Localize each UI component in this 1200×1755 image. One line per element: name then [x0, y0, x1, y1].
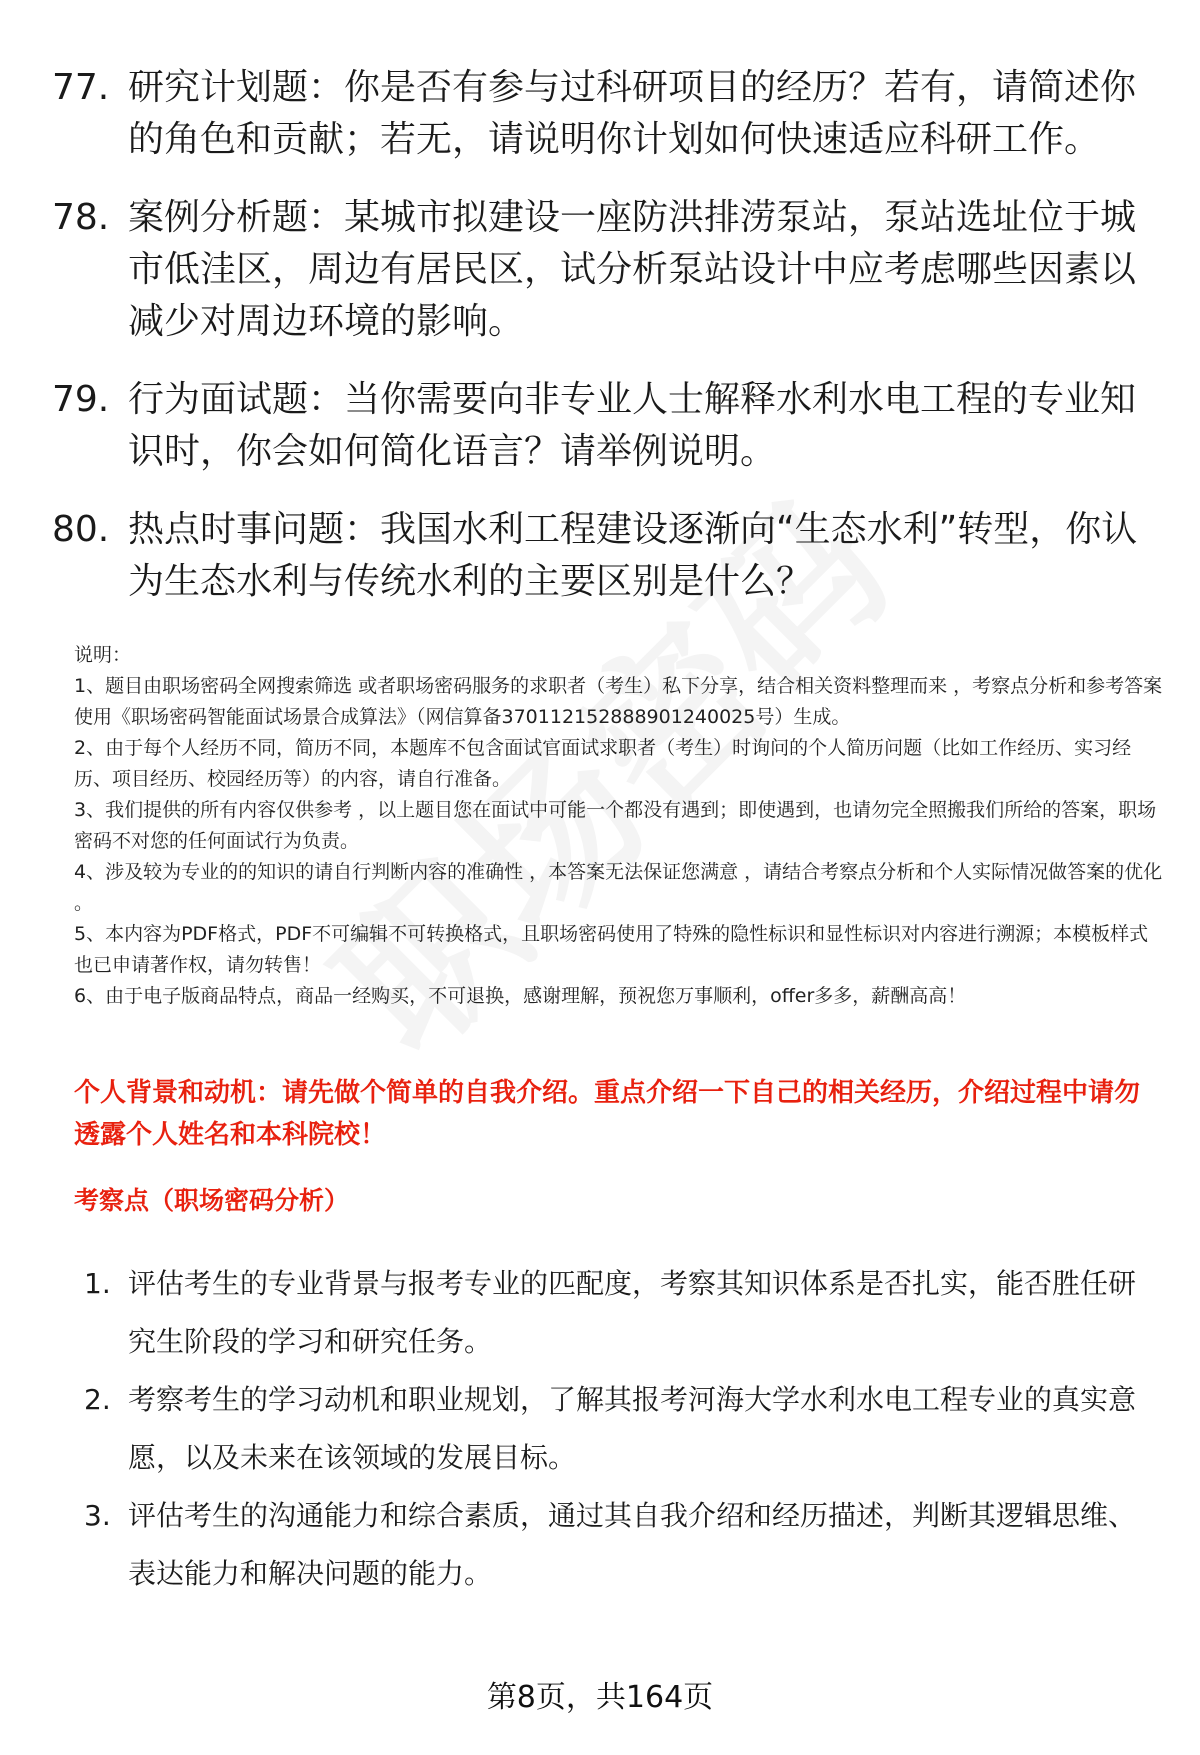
point-text: 评估考生的专业背景与报考专业的匹配度，考察其知识体系是否扎实，能否胜任研究生阶段的学习和研究任务。 [128, 1267, 1137, 1358]
point-text: 评估考生的沟通能力和综合素质，通过其自我介绍和经历描述，判断其逻辑思维、表达能力和解决问题的能力。 [128, 1499, 1137, 1590]
section-heading: 个人背景和动机：请先做个简单的自我介绍。重点介绍一下自己的相关经历，介绍过程中请勿透露个人姓名和本科院校！ [74, 1078, 1141, 1150]
question-number: 80. [52, 509, 110, 550]
question-number: 78. [52, 197, 110, 238]
notes-block [74, 640, 1164, 1012]
page-footer: 第8页，共164页 [486, 1680, 714, 1715]
notes-title: 说明： [74, 644, 132, 666]
question-item [52, 504, 1152, 608]
point-number: 3. [84, 1499, 111, 1532]
question-text: 案例分析题：某城市拟建设一座防洪排涝泵站，泵站选址位于城市低洼区，周边有居民区，试分析泵站设计中应考虑哪些因素以减少对周边环境的影响。 [128, 197, 1137, 342]
analysis-points [84, 1255, 1144, 1603]
note-item: 1、题目由职场密码全网搜索筛选 或者职场密码服务的求职者（考生）私下分享，结合相关资料整理而来 ，考察点分析和参考答案使用《职场密码智能面试场景合成算法》（网信算备370112152888901240025号）生成。 [74, 675, 1163, 728]
question-item [52, 62, 1152, 166]
question-number: 79. [52, 379, 110, 420]
point-number: 1. [84, 1267, 111, 1300]
analysis-point [84, 1255, 1144, 1371]
question-text: 研究计划题：你是否有参与过科研项目的经历？若有，请简述你的角色和贡献；若无，请说明你计划如何快速适应科研工作。 [128, 67, 1137, 160]
note-item: 3、我们提供的所有内容仅供参考 ，以上题目您在面试中可能一个都没有遇到；即使遇到，也请勿完全照搬我们所给的答案，职场密码不对您的任何面试行为负责。 [74, 799, 1157, 852]
analysis-point [84, 1371, 1144, 1487]
question-text: 热点时事问题：我国水利工程建设逐渐向“生态水利”转型，你认为生态水利与传统水利的主要区别是什么？ [128, 509, 1138, 602]
note-item: 5、本内容为PDF格式，PDF不可编辑不可转换格式，且职场密码使用了特殊的隐性标识和显性标识对内容进行溯源；本模板样式也已申请著作权，请勿转售！ [74, 923, 1149, 976]
analysis-subheading: 考察点（职场密码分析） [74, 1186, 350, 1215]
analysis-point [84, 1487, 1144, 1603]
question-list [52, 62, 1152, 634]
note-item: 2、由于每个人经历不同，简历不同，本题库不包含面试官面试求职者（考生）时询问的个人简历问题（比如工作经历、实习经历、项目经历、校园经历等）的内容，请自行准备。 [74, 737, 1132, 790]
note-item: 4、涉及较为专业的的知识的请自行判断内容的准确性 ，本答案无法保证您满意 ，请结合考察点分析和个人实际情况做答案的优化 。 [74, 861, 1163, 914]
question-number: 77. [52, 67, 110, 108]
question-item [52, 192, 1152, 348]
question-item [52, 374, 1152, 478]
point-number: 2. [84, 1383, 111, 1416]
note-item: 6、由于电子版商品特点，商品一经购买，不可退换，感谢理解，预祝您万事顺利，offer多多，薪酬高高！ [74, 985, 967, 1007]
question-text: 行为面试题：当你需要向非专业人士解释水利水电工程的专业知识时，你会如何简化语言？请举例说明。 [128, 379, 1137, 472]
point-text: 考察考生的学习动机和职业规划，了解其报考河海大学水利水电工程专业的真实意愿，以及未来在该领域的发展目标。 [128, 1383, 1137, 1474]
